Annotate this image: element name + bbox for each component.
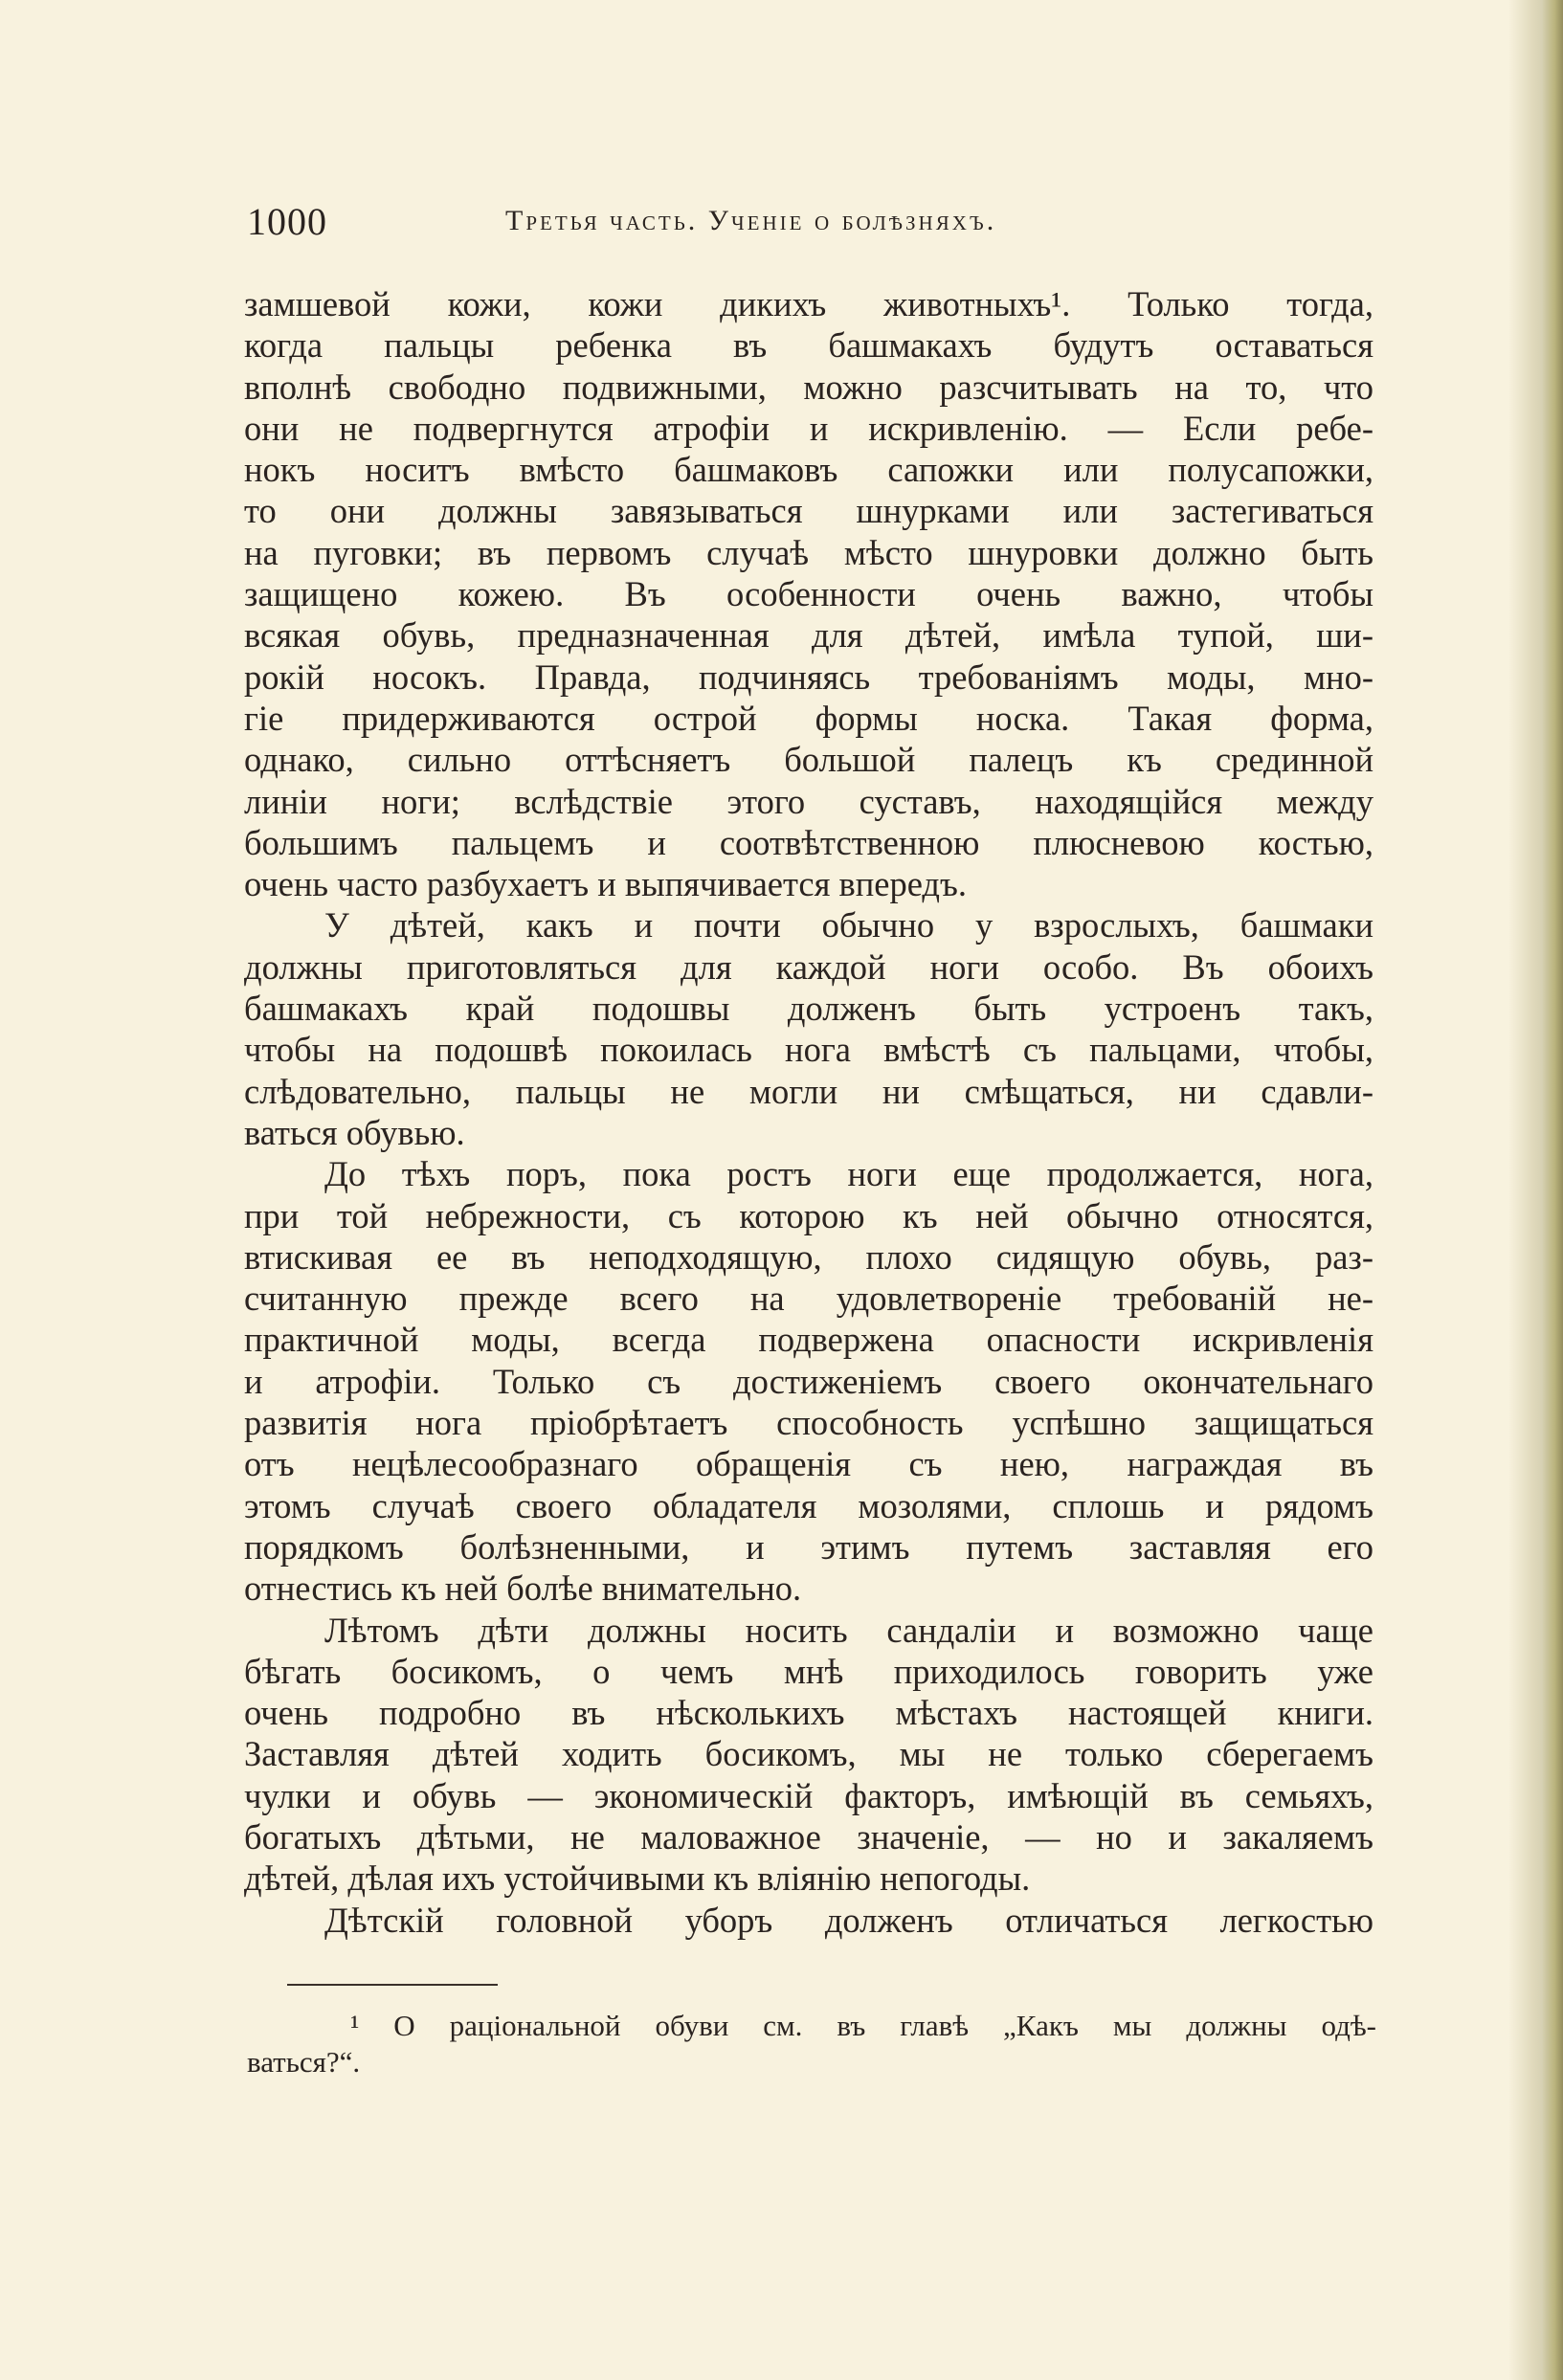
text-line: на пуговки; въ первомъ случаѣ мѣсто шнуровки должно быть <box>244 532 1373 572</box>
footnote-line: ваться?“. <box>247 2045 361 2079</box>
page-number: 1000 <box>247 200 327 243</box>
text-line: чтобы на подошвѣ покоилась нога вмѣстѣ съ пальцами, чтобы, <box>244 1030 1373 1070</box>
text-line: линiи ноги; вслѣдствiе этого суставъ, находящiйся между <box>244 781 1373 821</box>
text-line: защищено кожею. Въ особенности очень важно, чтобы <box>244 574 1373 614</box>
text-line: однако, сильно оттѣсняетъ большой палецъ къ срединной <box>244 740 1373 780</box>
text-line: богатыхъ дѣтьми, не маловажное значенiе, — но и закаляемъ <box>244 1816 1373 1857</box>
text-line: при той небрежности, съ которою къ ней обычно относятся, <box>244 1195 1373 1235</box>
paragraph-first-line: У дѣтей, какъ и почти обычно у взрослыхъ, башмаки <box>324 905 1373 945</box>
page-edge-shadow <box>1542 0 1563 2380</box>
text-line: дѣтей, дѣлая ихъ устойчивыми къ влiянiю непогоды. <box>244 1858 1031 1899</box>
text-line: развитiя нога прiобрѣтаетъ способность успѣшно защищаться <box>244 1403 1373 1443</box>
text-line: очень подробно въ нѣсколькихъ мѣстахъ настоящей книги. <box>244 1693 1373 1733</box>
text-line: башмакахъ край подошвы долженъ быть устроенъ такъ, <box>244 989 1373 1029</box>
footnote-line: ¹ О рацiональной обуви см. въ главѣ „Какъ мы должны одѣ- <box>350 2009 1376 2042</box>
text-line: практичной моды, всегда подвержена опасности искривленiя <box>244 1320 1373 1360</box>
text-line: замшевой кожи, кожи дикихъ животныхъ¹. Только тогда, <box>244 284 1373 323</box>
text-line: отъ нецѣлесообразнаго обращенiя съ нею, награждая въ <box>244 1444 1373 1484</box>
text-line: когда пальцы ребенка въ башмакахъ будутъ оставаться <box>244 325 1373 366</box>
text-line: Заставляя дѣтей ходить босикомъ, мы не только сберегаемъ <box>244 1734 1373 1774</box>
text-line: большимъ пальцемъ и соотвѣтственною плюсневою костью, <box>244 822 1373 862</box>
text-line: гiе придерживаются острой формы носка. Такая форма, <box>244 698 1373 738</box>
text-line: ваться обувью. <box>244 1112 465 1152</box>
text-line: бѣгать босикомъ, о чемъ мнѣ приходилось говорить уже <box>244 1651 1373 1691</box>
running-head-title: Третья часть. Ученiе о болѣзняхъ. <box>505 205 997 236</box>
text-line: слѣдовательно, пальцы не могли ни смѣщаться, ни сдавли- <box>244 1071 1373 1111</box>
text-line: всякая обувь, предназначенная для дѣтей, имѣла тупой, ши- <box>244 615 1373 656</box>
text-line: этомъ случаѣ своего обладателя мозолями, сплошь и рядомъ <box>244 1485 1373 1525</box>
paragraph-first-line: Дѣтскiй головной уборъ долженъ отличаться легкостью <box>324 1900 1373 1940</box>
text-line: они не подвергнутся атрофiи и искривленiю. — Если ребе- <box>244 408 1373 448</box>
text-line: считанную прежде всего на удовлетворенiе требованiй не- <box>244 1279 1373 1319</box>
text-line: очень часто разбухаетъ и выпячивается впередъ. <box>244 864 967 904</box>
text-line: нокъ носитъ вмѣсто башмаковъ сапожки или полусапожки, <box>244 450 1373 490</box>
text-line: и атрофiи. Только съ достиженiемъ своего окончательнаго <box>244 1361 1373 1401</box>
text-line: чулки и обувь — экономическiй факторъ, имѣющiй въ семьяхъ, <box>244 1775 1373 1815</box>
text-line: отнестись къ ней болѣе внимательно. <box>244 1568 802 1609</box>
text-line: порядкомъ болѣзненными, и этимъ путемъ заставляя его <box>244 1526 1373 1567</box>
main-text <box>244 283 1373 1941</box>
running-head <box>247 199 1376 256</box>
paragraph-first-line: До тѣхъ поръ, пока ростъ ноги еще продолжается, нога, <box>324 1154 1373 1194</box>
text-line: вполнѣ свободно подвижными, можно разсчитывать на то, что <box>244 367 1373 407</box>
paragraph-first-line: Лѣтомъ дѣти должны носить сандалiи и возможно чаще <box>324 1610 1373 1650</box>
text-line: должны приготовляться для каждой ноги особо. Въ обоихъ <box>244 946 1373 987</box>
text-line: втискивая ее въ неподходящую, плохо сидящую обувь, раз- <box>244 1236 1373 1277</box>
text-line: рокiй носокъ. Правда, подчиняясь требованiямъ моды, мно- <box>244 656 1373 697</box>
footnote <box>247 2008 1376 2080</box>
text-line: то они должны завязываться шнурками или застегиваться <box>244 491 1373 531</box>
footnote-divider <box>287 1984 498 1986</box>
